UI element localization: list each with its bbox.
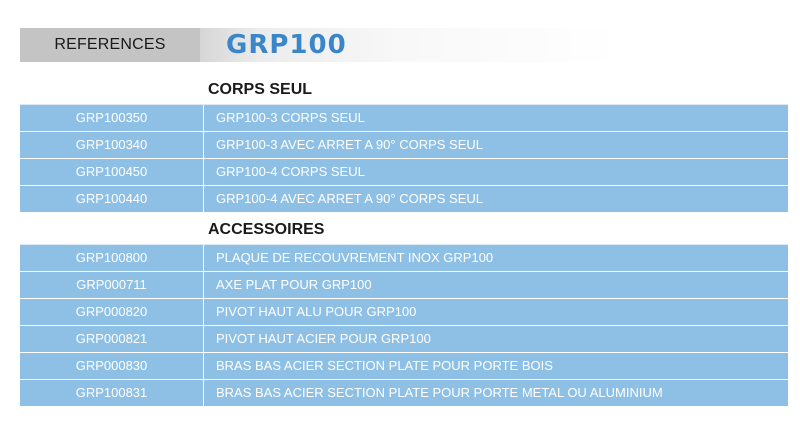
section-title: ACCESSOIRES	[208, 221, 325, 238]
model-title: GRP100	[226, 30, 347, 60]
table-row	[20, 245, 788, 272]
reference-code: GRP000711	[20, 272, 204, 298]
table-row	[20, 326, 788, 353]
table-row	[20, 380, 788, 407]
reference-code: GRP000820	[20, 299, 204, 325]
table-row	[20, 299, 788, 326]
table-row	[20, 159, 788, 186]
reference-description: GRP100-3 AVEC ARRET A 90° CORPS SEUL	[216, 137, 484, 152]
reference-description: GRP100-3 CORPS SEUL	[216, 110, 365, 125]
reference-description: GRP100-4 CORPS SEUL	[216, 164, 365, 179]
header	[20, 28, 788, 62]
reference-code: GRP100450	[20, 159, 204, 185]
reference-description: GRP100-4 AVEC ARRET A 90° CORPS SEUL	[216, 191, 484, 206]
table-row	[20, 186, 788, 213]
table-row	[20, 353, 788, 380]
reference-table	[20, 244, 788, 407]
reference-table	[20, 104, 788, 213]
reference-description: AXE PLAT POUR GRP100	[216, 277, 372, 292]
reference-code: GRP100831	[20, 380, 204, 406]
reference-description: PIVOT HAUT ALU POUR GRP100	[216, 304, 417, 319]
section-accessoires	[20, 216, 788, 407]
reference-code: GRP100340	[20, 132, 204, 158]
reference-code: GRP100350	[20, 105, 204, 131]
section-corps-seul	[20, 76, 788, 213]
model-banner	[200, 28, 788, 62]
reference-code: GRP100800	[20, 245, 204, 271]
reference-code: GRP100440	[20, 186, 204, 212]
reference-code: GRP000821	[20, 326, 204, 352]
reference-description: BRAS BAS ACIER SECTION PLATE POUR PORTE METAL OU ALUMINIUM	[216, 385, 663, 400]
reference-code: GRP000830	[20, 353, 204, 379]
table-row	[20, 105, 788, 132]
reference-description: PIVOT HAUT ACIER POUR GRP100	[216, 331, 431, 346]
table-row	[20, 272, 788, 299]
reference-description: BRAS BAS ACIER SECTION PLATE POUR PORTE BOIS	[216, 358, 553, 373]
references-label: REFERENCES	[20, 28, 200, 62]
reference-description: PLAQUE DE RECOUVREMENT INOX GRP100	[216, 250, 494, 265]
table-row	[20, 132, 788, 159]
section-title: CORPS SEUL	[208, 81, 313, 98]
